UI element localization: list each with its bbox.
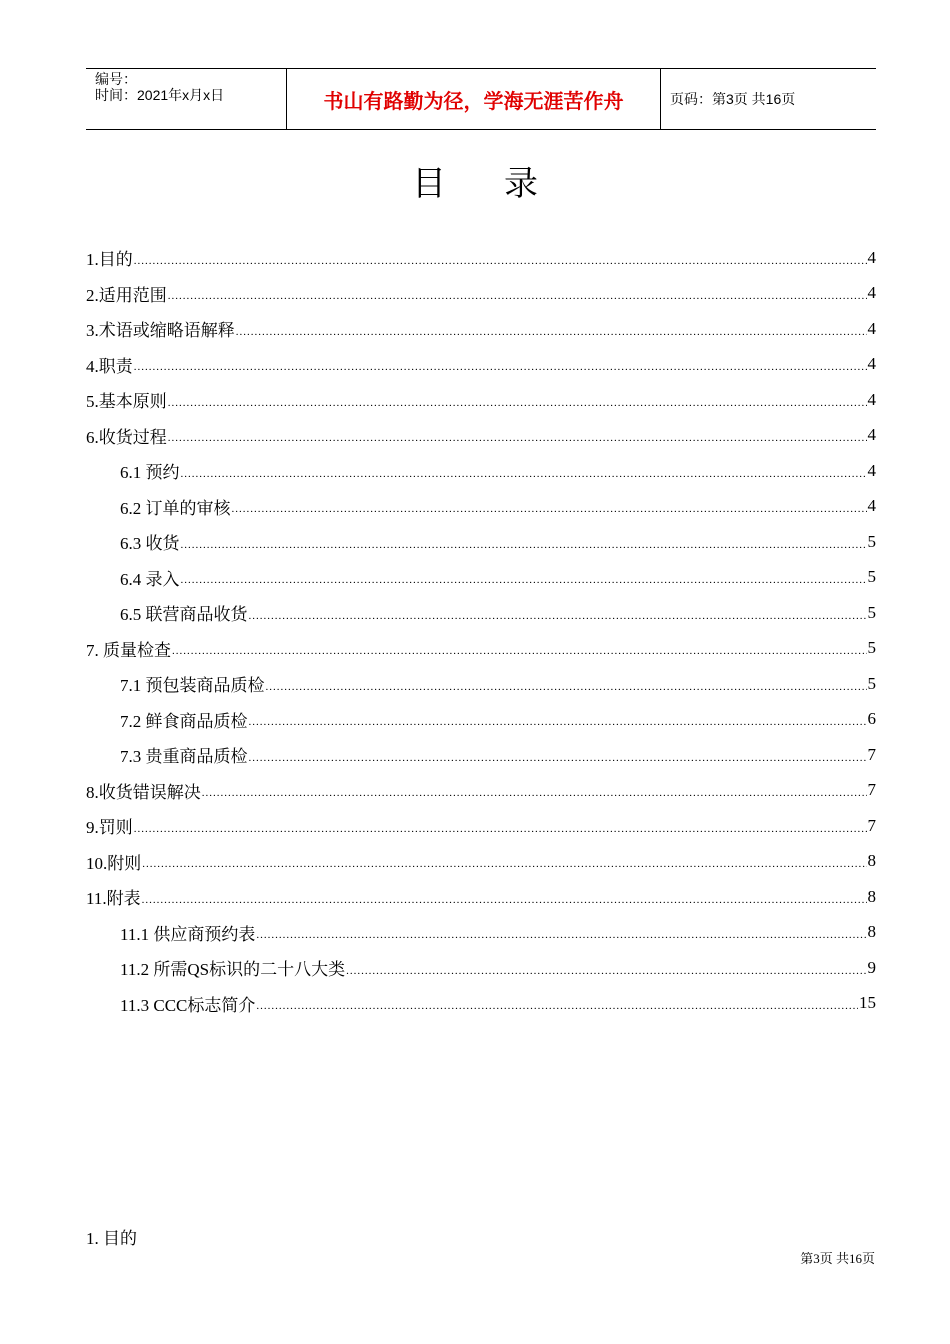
toc-entry-label: 6.2 订单的审核 xyxy=(120,498,231,518)
section-heading: 1. 目的 xyxy=(86,1229,137,1248)
toc-entry-page: 4 xyxy=(867,389,876,409)
toc-dot-leader xyxy=(266,681,867,693)
toc-entry-label: 4.职责 xyxy=(86,356,133,376)
page-header xyxy=(86,68,876,130)
toc-dot-leader xyxy=(236,326,867,338)
toc-dot-leader xyxy=(249,752,867,764)
toc-entry-page: 5 xyxy=(867,638,876,658)
toc-entry-page: 8 xyxy=(867,886,876,906)
toc-entry-label: 2.适用范围 xyxy=(86,285,167,305)
toc-entry-page: 7 xyxy=(867,780,876,800)
toc-dot-leader xyxy=(249,610,867,622)
toc-entry-label: 6.3 收货 xyxy=(120,534,180,554)
toc-dot-leader xyxy=(256,929,866,941)
toc-entry-label: 6.5 联营商品收货 xyxy=(120,605,248,625)
toc-entry-page: 5 xyxy=(867,673,876,693)
number-label: 编号： xyxy=(95,71,137,87)
toc-dot-leader xyxy=(249,716,867,728)
toc-entry-page: 9 xyxy=(867,957,876,977)
toc-entry[interactable] xyxy=(86,524,876,560)
toc-dot-leader xyxy=(172,645,867,657)
toc-entry-page: 4 xyxy=(867,425,876,445)
toc-entry[interactable] xyxy=(86,702,876,738)
toc-entry-page: 5 xyxy=(867,602,876,622)
toc-entry[interactable] xyxy=(86,240,876,276)
toc-entry-page: 8 xyxy=(867,851,876,871)
toc-entry[interactable] xyxy=(86,489,876,525)
toc-entry[interactable] xyxy=(86,382,876,418)
header-page-label: 页码：第3页 共16页 xyxy=(670,91,796,107)
toc-entry-page: 5 xyxy=(867,531,876,551)
toc-entry-page: 7 xyxy=(867,815,876,835)
time-label: 时间：2021年x月x日 xyxy=(95,87,225,103)
toc-dot-leader xyxy=(168,290,867,302)
toc-entry-page: 4 xyxy=(867,460,876,480)
toc-entry-label: 11.3 CCC标志简介 xyxy=(120,995,256,1015)
toc-entry[interactable] xyxy=(86,773,876,809)
toc-entry-label: 7. 质量检查 xyxy=(86,640,171,660)
toc-entry[interactable] xyxy=(86,879,876,915)
toc-entry-label: 5.基本原则 xyxy=(86,392,167,412)
toc-entry-label: 7.1 预包装商品质检 xyxy=(120,676,265,696)
toc-dot-leader xyxy=(168,397,867,409)
toc-entry-label: 11.附表 xyxy=(86,889,141,909)
toc-dot-leader xyxy=(181,539,867,551)
toc-entry[interactable] xyxy=(86,560,876,596)
toc-entry[interactable] xyxy=(86,844,876,880)
toc-entry[interactable] xyxy=(86,986,876,1022)
toc-dot-leader xyxy=(142,858,866,870)
toc-entry[interactable] xyxy=(86,276,876,312)
toc-entry[interactable] xyxy=(86,915,876,951)
toc-dot-leader xyxy=(168,432,867,444)
toc-dot-leader xyxy=(256,1000,858,1012)
toc-entry[interactable] xyxy=(86,666,876,702)
toc-entry-label: 10.附则 xyxy=(86,853,142,873)
toc-entry-label: 6.收货过程 xyxy=(86,427,167,447)
toc-entry-label: 11.1 供应商预约表 xyxy=(120,924,256,944)
toc-entry[interactable] xyxy=(86,453,876,489)
toc-entry-page: 7 xyxy=(867,744,876,764)
toc-entry[interactable] xyxy=(86,595,876,631)
toc-dot-leader xyxy=(142,894,867,906)
toc-entry-label: 8.收货错误解决 xyxy=(86,782,201,802)
toc-entry-page: 4 xyxy=(867,247,876,267)
toc-dot-leader xyxy=(134,823,867,835)
toc-entry-page: 8 xyxy=(867,922,876,942)
toc-entry[interactable] xyxy=(86,347,876,383)
toc-entry-label: 1.目的 xyxy=(86,250,133,270)
toc-dot-leader xyxy=(134,255,867,267)
toc-entry-label: 11.2 所需QS标识的二十八大类 xyxy=(120,960,346,980)
toc-entry-page: 4 xyxy=(867,283,876,303)
toc-entry[interactable] xyxy=(86,311,876,347)
toc-entry-label: 7.3 贵重商品质检 xyxy=(120,747,248,767)
toc-entry-page: 4 xyxy=(867,496,876,516)
table-of-contents xyxy=(86,240,876,1021)
toc-entry-label: 7.2 鲜食商品质检 xyxy=(120,711,248,731)
toc-entry-page: 15 xyxy=(859,993,876,1013)
toc-entry[interactable] xyxy=(86,950,876,986)
toc-entry-page: 6 xyxy=(867,709,876,729)
toc-dot-leader xyxy=(181,574,867,586)
toc-entry-label: 6.4 录入 xyxy=(120,569,180,589)
toc-entry[interactable] xyxy=(86,808,876,844)
page-footer: 第3页 共16页 xyxy=(800,1251,875,1266)
toc-dot-leader xyxy=(346,965,866,977)
toc-entry-label: 6.1 预约 xyxy=(120,463,180,483)
toc-entry[interactable] xyxy=(86,737,876,773)
toc-entry[interactable] xyxy=(86,418,876,454)
header-motto: 书山有路勤为径，学海无涯苦作舟 xyxy=(287,69,661,129)
toc-title: 目录 xyxy=(412,164,596,204)
header-meta xyxy=(86,69,287,129)
toc-entry-page: 5 xyxy=(867,567,876,587)
toc-entry[interactable] xyxy=(86,631,876,667)
toc-dot-leader xyxy=(134,361,867,373)
toc-entry-label: 9.罚则 xyxy=(86,818,133,838)
toc-entry-page: 4 xyxy=(867,354,876,374)
toc-dot-leader xyxy=(181,468,867,480)
toc-entry-label: 3.术语或缩略语解释 xyxy=(86,321,235,341)
toc-entry-page: 4 xyxy=(867,318,876,338)
toc-dot-leader xyxy=(232,503,867,515)
toc-dot-leader xyxy=(202,787,867,799)
